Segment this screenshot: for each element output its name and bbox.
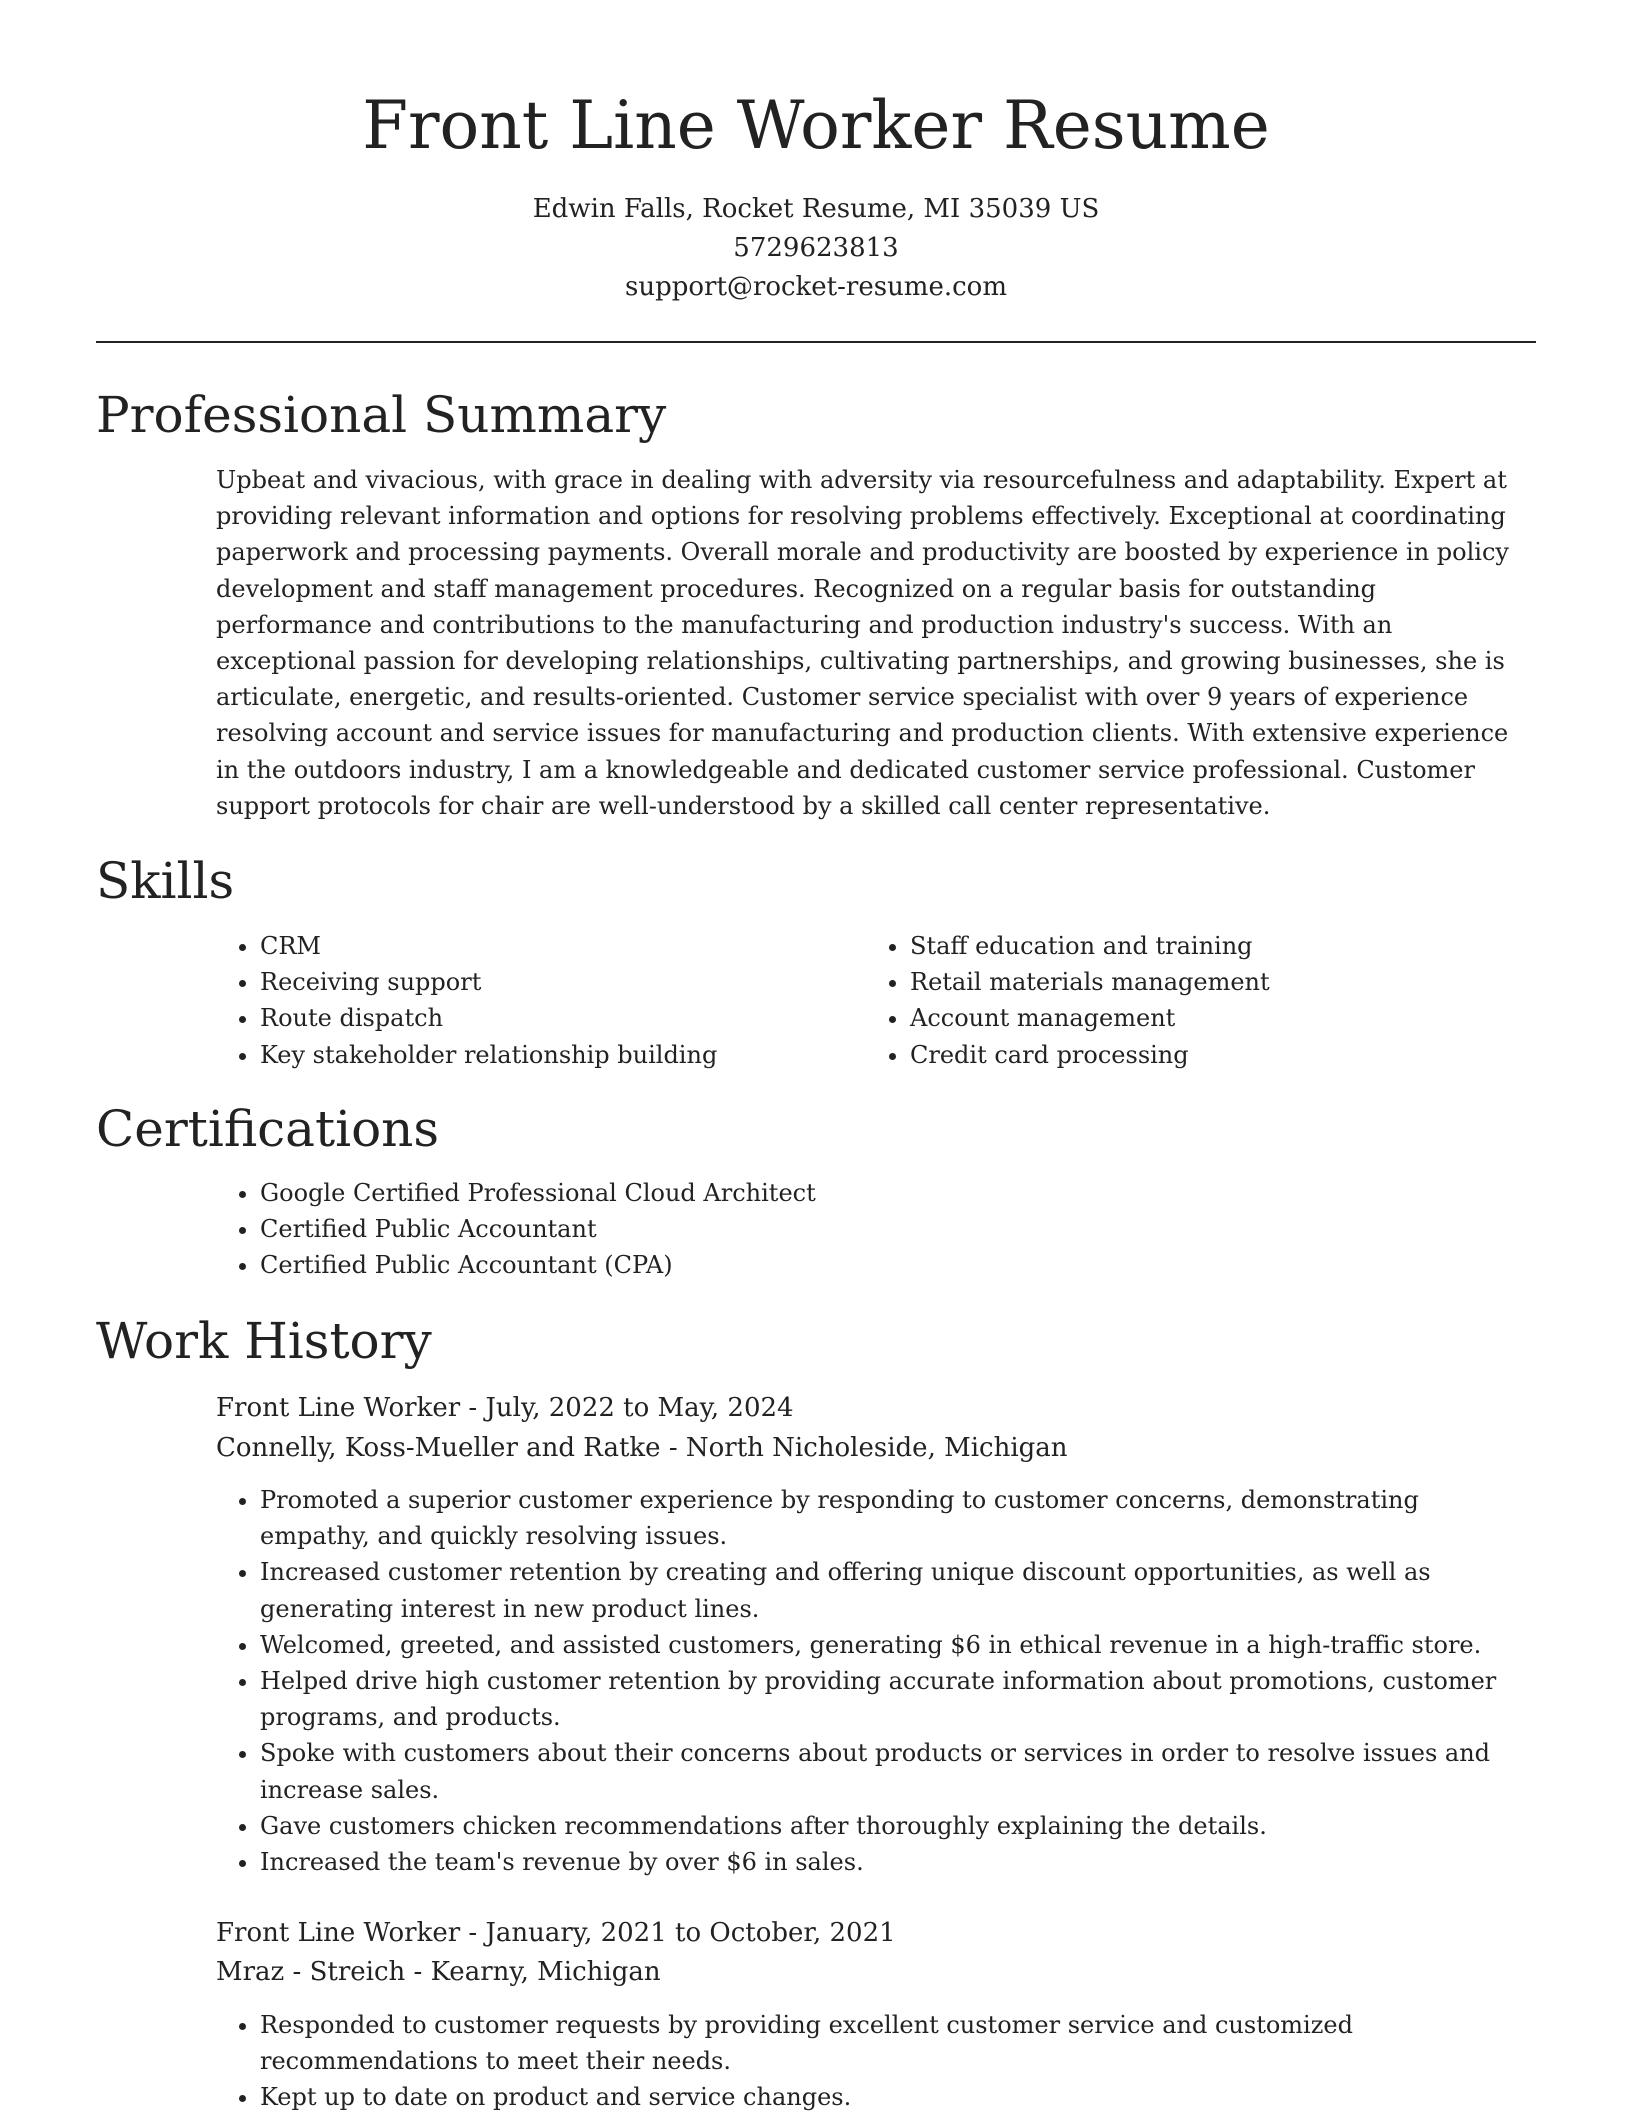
skill-item: • Key stakeholder relationship building [260, 1037, 866, 1073]
job-company-line: Mraz - Streich - Kearny, Michigan [216, 1957, 661, 1987]
job-responsibilities [216, 2007, 1536, 2112]
header-divider [96, 341, 1536, 343]
contact-address: Edwin Falls, Rocket Resume, MI 35039 US [532, 194, 1100, 224]
job-company-line: Connelly, Koss-Mueller and Ratke - North Nicholeside, Michigan [216, 1433, 1068, 1463]
certifications-heading: Certifications [96, 1100, 440, 1158]
job-bullet: • Increased the team's revenue by over $6 in sales. [260, 1844, 1536, 1880]
skills-list-left [216, 928, 866, 1073]
skills-column-left [216, 928, 866, 1073]
job-title-line: Front Line Worker - January, 2021 to October, 2021 [216, 1918, 896, 1948]
certifications-section [216, 1175, 1536, 1284]
contact-email: support@rocket-resume.com [624, 272, 1007, 302]
certifications-list [216, 1175, 1536, 1284]
contact-block [0, 190, 1632, 307]
job-bullet: • Welcomed, greeted, and assisted customers, generating $6 in ethical revenue in a high-traffic store. [260, 1627, 1536, 1663]
certification-item: • Certified Public Accountant (CPA) [260, 1247, 1536, 1283]
summary-text: Upbeat and vivacious, with grace in dealing with adversity via resourcefulness and adaptability. Expert at providing relevant information and options for resolving problems effectively. Exceptional at coordinating paperwork and processing payments. Overall morale and productivity are boosted by experience in policy development and staff management procedures. Recognized on a regular basis for outstanding performance and contributions to the manufacturing and production industry's success. With an exceptional passion for developing relationships, cultivating partnerships, and growing businesses, she is articulate, energetic, and results-oriented. Customer service specialist with over 9 years of experience resolving account and service issues for manufacturing and production clients. With extensive experience in the outdoors industry, I am a knowledgeable and dedicated customer service professional. Customer support protocols for chair are well-understood by a skilled call center representative. [216, 466, 1509, 820]
summary-heading: Professional Summary [96, 386, 667, 444]
skills-columns [216, 928, 1536, 1073]
skill-item: • Retail materials management [910, 964, 1516, 1000]
work-history-heading: Work History [96, 1312, 432, 1370]
job-bullet: • Spoke with customers about their concerns about products or services in order to resolve issues and increase sales. [260, 1735, 1536, 1807]
job-bullet: • Responded to customer requests by providing excellent customer service and customized recommendations to meet their needs. [260, 2007, 1536, 2079]
skills-heading: Skills [96, 852, 235, 910]
job-responsibilities [216, 1482, 1536, 1880]
job-title-line: Front Line Worker - July, 2022 to May, 2024 [216, 1393, 794, 1423]
certification-item: • Google Certified Professional Cloud Architect [260, 1175, 1536, 1211]
skill-item: • Route dispatch [260, 1000, 866, 1036]
job-bullet: • Kept up to date on product and service changes. [260, 2079, 1536, 2112]
skills-list-right [866, 928, 1516, 1073]
skill-item: • Credit card processing [910, 1037, 1516, 1073]
skills-column-right [866, 928, 1516, 1073]
certification-item: • Certified Public Accountant [260, 1211, 1536, 1247]
job-bullet: • Gave customers chicken recommendations after thoroughly explaining the details. [260, 1808, 1536, 1844]
contact-phone: 5729623813 [733, 233, 899, 263]
job-bullet: • Increased customer retention by creating and offering unique discount opportunities, as well as generating interest in new product lines. [260, 1554, 1536, 1626]
job-bullet-list [216, 1482, 1536, 1880]
skill-item: • Staff education and training [910, 928, 1516, 964]
job-bullet: • Promoted a superior customer experience by responding to customer concerns, demonstrating empathy, and quickly resolving issues. [260, 1482, 1536, 1554]
job-bullet-list [216, 2007, 1536, 2112]
skill-item: • CRM [260, 928, 866, 964]
skill-item: • Receiving support [260, 964, 866, 1000]
job-bullet: • Helped drive high customer retention by providing accurate information about promotions, customer programs, and products. [260, 1663, 1536, 1735]
skill-item: • Account management [910, 1000, 1516, 1036]
page-title: Front Line Worker Resume [362, 87, 1270, 164]
